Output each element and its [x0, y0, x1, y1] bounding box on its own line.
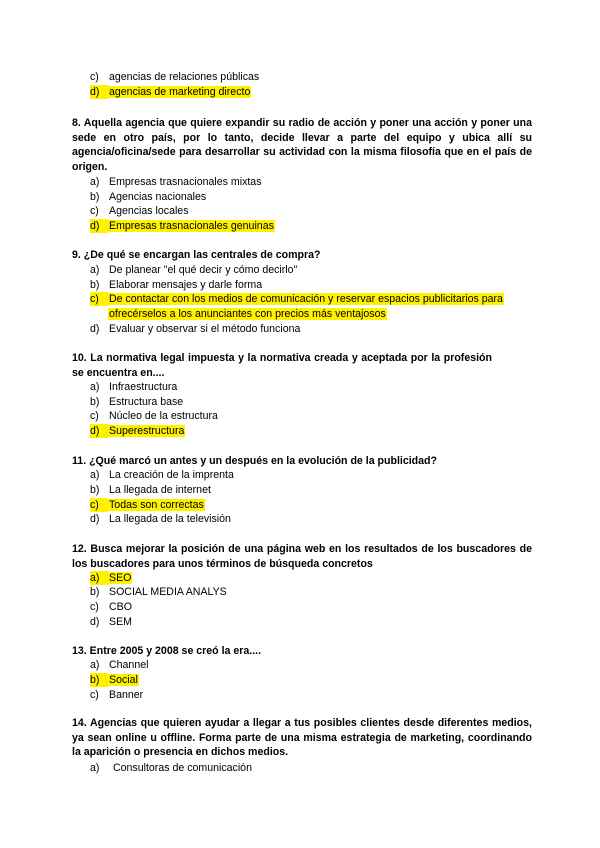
- option-q13-b-highlighted: b) Social: [90, 674, 138, 686]
- option-q10-d-highlighted: d) Superestructura: [90, 425, 185, 437]
- question-10: 10. La normativa legal impuesta y la normativa creada y aceptada por la profesión se encuentra en....: [72, 352, 492, 379]
- option-q11-d: d) La llegada de la televisión: [90, 513, 231, 525]
- option-q8-c: c) Agencias locales: [90, 205, 189, 217]
- option-q7-d-highlighted: d) agencias de marketing directo: [90, 86, 251, 98]
- option-q11-b: b) La llegada de internet: [90, 484, 211, 496]
- question-8: 8. Aquella agencia que quiere expandir su radio de acción y poner una acción y poner una sede en otro país, por lo tanto, decide llevar a parte del equipo y ubica allí su agencia/oficina/sede para desarrollar su actividad con la misma filosofía que en el país de origen.: [72, 117, 532, 173]
- option-q12-b: b) SOCIAL MEDIA ANALYS: [90, 586, 227, 598]
- question-9: 9. ¿De qué se encargan las centrales de compra?: [72, 249, 321, 261]
- option-q11-c-highlighted: c) Todas son correctas: [90, 499, 204, 511]
- option-q11-a: a) La creación de la imprenta: [90, 469, 234, 481]
- option-q8-a: a) Empresas trasnacionales mixtas: [90, 176, 262, 188]
- question-11: 11. ¿Qué marcó un antes y un después en la evolución de la publicidad?: [72, 455, 437, 467]
- option-q8-b: b) Agencias nacionales: [90, 191, 207, 203]
- option-q10-a: a) Infraestructura: [90, 381, 178, 393]
- option-q14-a: a) Consultoras de comunicación: [90, 762, 252, 774]
- option-q8-d-highlighted: d) Empresas trasnacionales genuinas: [90, 220, 274, 232]
- option-q9-b: b) Elaborar mensajes y darle forma: [90, 279, 263, 291]
- option-q13-a: a) Channel: [90, 659, 149, 671]
- option-q10-b: b) Estructura base: [90, 396, 184, 408]
- option-q12-a-highlighted: a) SEO: [90, 572, 132, 584]
- option-q9-c-highlighted: c) De contactar con los medios de comunicación y reservar espacios publicitarios para: [90, 293, 503, 305]
- option-q12-c: c) CBO: [90, 601, 132, 613]
- option-q13-c: c) Banner: [90, 689, 144, 701]
- question-13: 13. Entre 2005 y 2008 se creó la era....: [72, 645, 262, 657]
- option-q9-d: d) Evaluar y observar si el método funciona: [90, 323, 301, 335]
- option-q12-d: d) SEM: [90, 616, 132, 628]
- option-q9-c-continuation: ofrecérselos a los anunciantes con precios más ventajosos: [109, 308, 386, 320]
- option-q10-c: c) Núcleo de la estructura: [90, 410, 218, 422]
- question-14: 14. Agencias que quieren ayudar a llegar a tus posibles clientes desde diferentes medios, ya sean online u offline. Forma parte de una misma estrategia de marketing, coordinando la aparición o presencia en dichos medios.: [72, 717, 532, 759]
- option-q9-a: a) De planear "el qué decir y cómo decirlo": [90, 264, 298, 276]
- question-12: 12. Busca mejorar la posición de una página web en los resultados de los buscadores de los buscadores para unos términos de búsqueda concretos: [72, 543, 532, 570]
- option-q7-c: c) agencias de relaciones públicas: [90, 71, 260, 83]
